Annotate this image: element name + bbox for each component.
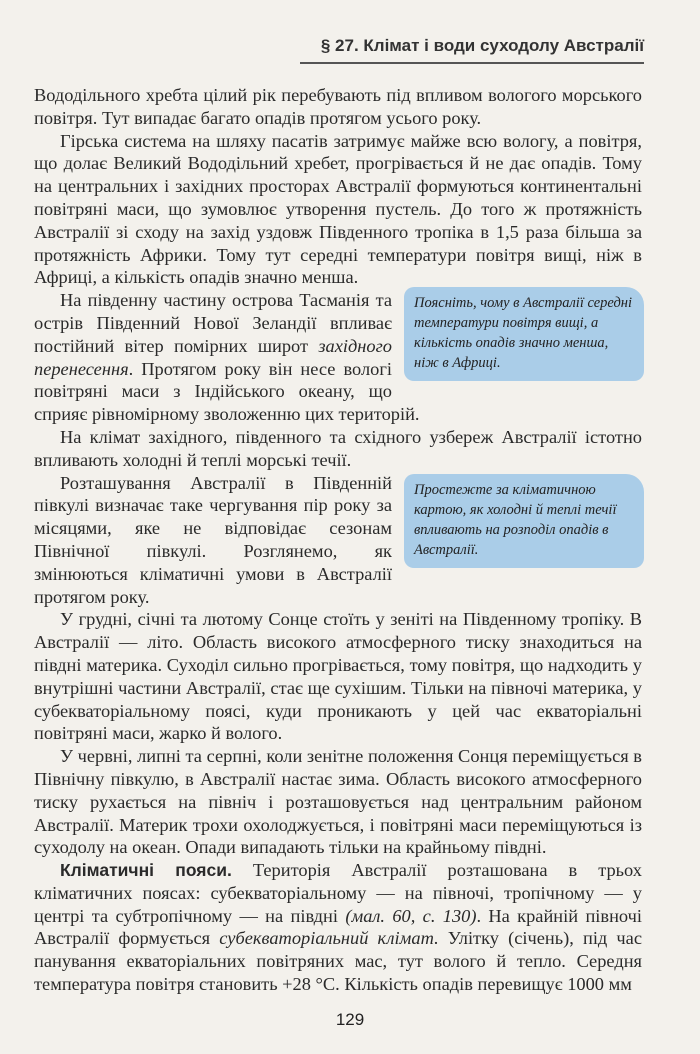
question-callout-1: Поясніть, чому в Австралії середні температури повітря вищі, а кількість опадів значно менша, ніж в Африці. bbox=[404, 287, 644, 381]
paragraph-6: У грудні, січні та лютому Сонце стоїть у зеніті на Південному тропіку. В Австралії — літо. Область високого атмосферного тиску знаходиться на півдні материка. Суходіл сильно прогрівається, тому повітря, що надходить у внутрішні частини Австралії, стає ще сухішим. Тільки на півночі материка, у субекваторіальному поясі, куди проникають у цей час екваторіальні повітряні маси, жарко й волого. bbox=[34, 609, 642, 744]
paragraph-7: У червні, липні та серпні, коли зенітне положення Сонця переміщується в Північну півкулю, в Австралії настає зима. Область високого атмосферного тиску рухається на північ і розташовується над центральним районом Австралії. Материк трохи охолоджується, і повітряні маси переміщуються із суходолу на океан. Опади випадають тільки на крайньому півдні. bbox=[34, 746, 642, 858]
paragraph-2: Гірська система на шляху пасатів затримує майже всю вологу, а повітря, що долає Великий Вододільний хребет, прогрівається й не дає опадів. Тому на центральних і західних просторах Австралії формуються континентальні повітряні маси, що зумовлює утворення пустель. До того ж протяжність Австралії зі сходу на захід уздовж Південного тропіка в 1,5 раза більша за протяжність Африки. Тому тут середні температури повітря вищі, ніж в Африці, а кількість опадів значно менша. bbox=[34, 130, 642, 288]
heading-climate-zones: Кліматичні пояси. bbox=[60, 860, 232, 881]
page-number: 129 bbox=[335, 1010, 365, 1029]
page-body bbox=[34, 84, 642, 996]
section-title: § 27. Клімат і води суходолу Австралії bbox=[320, 36, 644, 55]
paragraph-5: Розташування Австралії в Південній півкулі визначає таке чергування пір року за місяцями, яке не відповідає сезонам Північної півкулі. Розглянемо, як змінюються кліматичні умови в Австралії протягом року. bbox=[34, 472, 392, 607]
paragraph-3-start: На південну частину острова Тасманія та острів Південний Нової Зеландії впливає постійний вітер помірних широт bbox=[34, 290, 392, 356]
paragraph-8-a: Територія Австралії розташована в трьох кліматичних поясах: субекваторіальному — на півночі, тропічному — у центрі та субтропічному — на півдні bbox=[34, 860, 642, 926]
term-subequatorial-climate: субекваторіальний клімат. bbox=[219, 928, 439, 949]
question-callout-2: Простежте за кліматичною картою, як холодні й теплі течії впливають на розподіл опадів в Австралії. bbox=[404, 474, 644, 568]
paragraph-4: На клімат західного, південного та східного узбереж Австралії істотно впливають холодні й теплі морські течії. bbox=[34, 426, 642, 470]
term-westerlies: західного перенесення bbox=[34, 335, 392, 379]
paragraph-3-end: . Протягом року він несе вологі повітряні маси з Індійського океану, що сприяє рівномірному зволоженню цих територій. bbox=[34, 358, 420, 425]
paragraph-8-c: Улітку (січень), під час панування екваторіальних повітряних мас, тут волого й тепло. Середня температура повітря становить +28 °С. Кількість опадів перевищує 1000 мм bbox=[34, 928, 642, 995]
paragraph-1: Вододільного хребта цілий рік перебувають під впливом вологого морського повітря. Тут випадає багато опадів протягом усього року. bbox=[34, 85, 642, 128]
figure-reference: (мал. 60, с. 130) bbox=[345, 905, 477, 926]
paragraph-8 bbox=[34, 859, 642, 996]
page-header bbox=[300, 36, 644, 64]
paragraph-8-b: . На крайній півночі Австралії формується bbox=[34, 905, 642, 949]
